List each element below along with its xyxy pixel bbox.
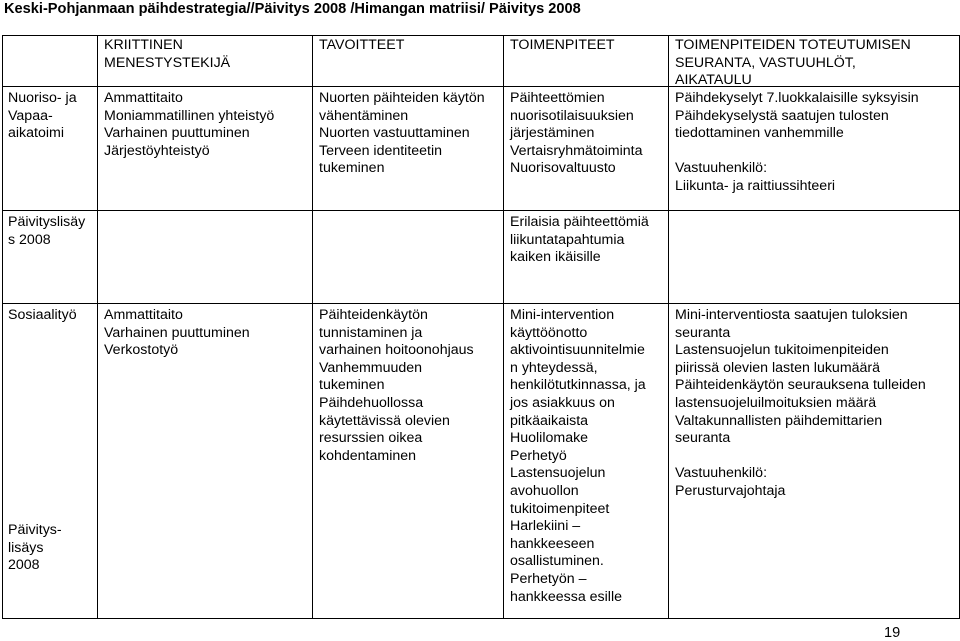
row1-goals: Nuorten päihteiden käytön vähentäminen Nuorten vastuuttaminen Terveen identiteetin tukeminen	[319, 90, 485, 177]
row1-sector: Nuoriso- ja Vapaa- aikatoimi	[8, 90, 77, 142]
header-measures: TOIMENPITEET	[510, 37, 615, 53]
table-rule-bottom	[2, 618, 960, 619]
document-title: Keski-Pohjanmaan päihdestrategia//Päivitys 2008 /Himangan matriisi/ Päivitys 2008	[4, 1, 581, 17]
table-rule-col2	[97, 35, 98, 619]
row3-update-label: Päivitys- lisäys 2008	[8, 522, 62, 574]
row3-goals: Päihteidenkäytön tunnistaminen ja varhainen hoitoonohjaus Vanhemmuuden tukeminen Päihdehuollossa käytettävissä olevien resurssien oikea kohdentaminen	[319, 307, 474, 464]
row2-measures: Erilaisia päihteettömiä liikuntatapahtumia kaiken ikäisille	[510, 214, 649, 266]
row1-measures: Päihteettömien nuorisotilaisuuksien järjestäminen Vertaisryhmätoiminta Nuorisovaltuusto	[510, 90, 643, 177]
page-number: 19	[884, 625, 901, 641]
table-rule-col4	[503, 35, 504, 619]
row3-follow-up: Mini-interventiosta saatujen tuloksien seuranta Lastensuojelun tukitoimenpiteiden piirissä olevien lasten lukumäärä Päihteidenkäytön seurauksena tulleiden lastensuojeluilmoituksien määrä Valtakunnallisten päihdemittarien seuranta Vastuuhenkilö: Perusturvajohtaja	[675, 307, 926, 499]
row3-sector: Sosiaalityö	[8, 307, 77, 323]
row1-follow-up: Päihdekyselyt 7.luokkalaisille syksyisin Päihdekyselystä saatujen tulosten tiedottaminen vanhemmille Vastuuhenkilö: Liikunta- ja raittiussihteeri	[675, 90, 919, 194]
table-rule-col5	[668, 35, 669, 619]
header-critical-success-factor: KRIITTINEN MENESTYSTEKIJÄ	[104, 37, 231, 71]
table-rule-row2	[2, 303, 960, 304]
table-rule-left	[2, 35, 3, 619]
row1-success-factors: Ammattitaito Moniammatillinen yhteistyö Varhainen puuttuminen Järjestöyhteistyö	[104, 90, 275, 159]
table-rule-top	[2, 35, 960, 36]
header-follow-up: TOIMENPITEIDEN TOTEUTUMISEN SEURANTA, VASTUUHLÖT, AIKATAULU	[675, 37, 911, 89]
table-rule-row1	[2, 210, 960, 211]
header-goals: TAVOITTEET	[319, 37, 405, 53]
row3-measures: Mini-intervention käyttöönotto aktivointisuunnitelmie n yhteydessä, henkilötutkinnassa, ja jos asiakkuus on pitkäaikaista Huolilomake Perhetyö Lastensuojelun avohuollon tukitoimenpiteet Harlekiini – hankkeeseen osallistuminen. Perhetyön – hankkeessa esille	[510, 307, 646, 605]
row3-success-factors: Ammattitaito Varhainen puuttuminen Verkostotyö	[104, 307, 250, 359]
table-rule-col3	[312, 35, 313, 619]
row2-update-label: Päivityslisäy s 2008	[8, 214, 86, 248]
